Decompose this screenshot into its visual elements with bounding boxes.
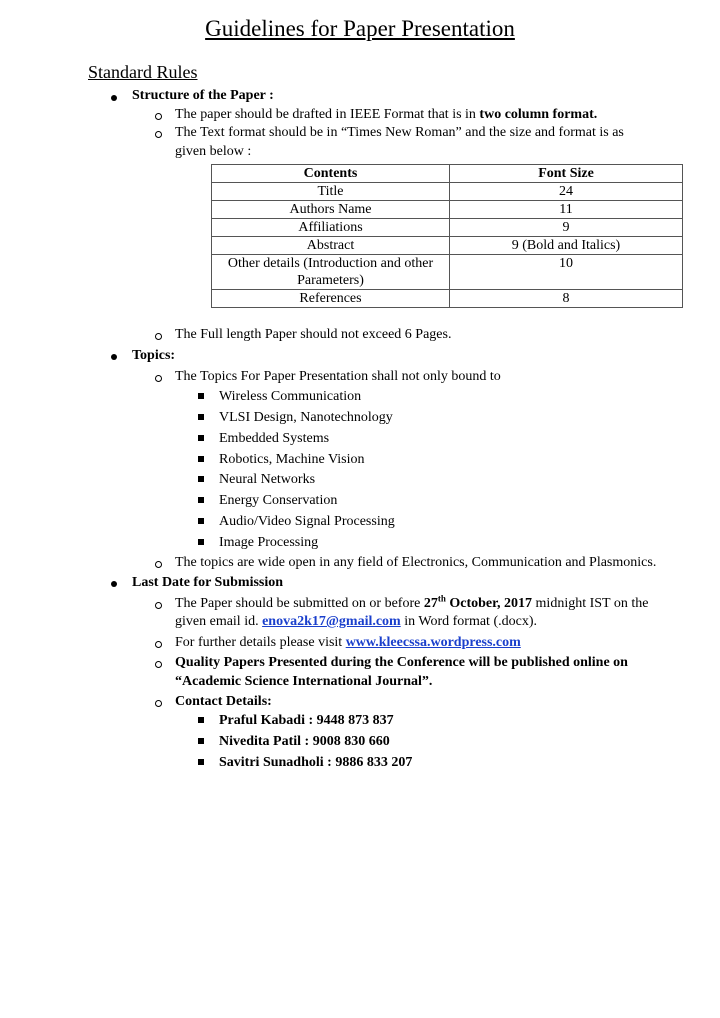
structure-item-text-format-line2: given below : <box>175 144 252 159</box>
email-link[interactable]: enova2k17@gmail.com <box>262 614 401 629</box>
deadline-month-year: October, 2017 <box>445 596 533 611</box>
bullet-circle <box>155 131 162 138</box>
table-row <box>212 201 683 219</box>
contact-item: Nivedita Patil : 9008 830 660 <box>219 734 390 749</box>
bullet-circle <box>155 561 162 568</box>
ieee-text: The paper should be drafted in IEEE Format that is in <box>175 107 480 122</box>
font-size-table <box>211 164 683 308</box>
topic-item: VLSI Design, Nanotechnology <box>219 410 393 425</box>
table-header-font-size: Font Size <box>450 165 683 183</box>
structure-item-page-limit: The Full length Paper should not exceed 6 Pages. <box>175 327 452 342</box>
table-cell: Title <box>212 183 450 201</box>
deadline-time: midnight IST on the <box>532 596 649 611</box>
bullet-square <box>198 759 204 765</box>
table-header-contents: Contents <box>212 165 450 183</box>
table-cell: 9 <box>450 219 683 237</box>
bullet-circle <box>155 641 162 648</box>
bullet-circle <box>155 700 162 707</box>
table-cell: 11 <box>450 201 683 219</box>
bullet-dot <box>111 95 117 101</box>
table-cell: 10 <box>450 255 683 290</box>
further-details-text: For further details please visit <box>175 635 346 650</box>
contact-item: Savitri Sunadholi : 9886 833 207 <box>219 755 413 770</box>
table-cell: 9 (Bold and Italics) <box>450 237 683 255</box>
bullet-square <box>198 738 204 744</box>
deadline-day-suffix: th <box>437 593 446 604</box>
bullet-square <box>198 393 204 399</box>
table-row <box>212 219 683 237</box>
structure-item-text-format-line1: The Text format should be in “Times New Roman” and the size and format is as <box>175 125 624 140</box>
bullet-dot <box>111 581 117 587</box>
bullet-square <box>198 414 204 420</box>
topics-intro: The Topics For Paper Presentation shall not only bound to <box>175 369 501 384</box>
ieee-bold-text: two column format. <box>479 107 598 122</box>
bullet-circle <box>155 661 162 668</box>
bullet-square <box>198 497 204 503</box>
table-cell: 8 <box>450 290 683 308</box>
deadline-day: 27 <box>423 596 438 611</box>
website-link[interactable]: www.kleecssa.wordpress.com <box>345 635 521 650</box>
submission-deadline-line2 <box>175 613 537 631</box>
email-prefix-text: given email id. <box>175 614 263 629</box>
bullet-circle <box>155 113 162 120</box>
bullet-square <box>198 476 204 482</box>
structure-item-ieee <box>175 106 597 124</box>
table-cell: Authors Name <box>212 201 450 219</box>
table-cell: Other details (Introduction and other Parameters) <box>212 255 450 290</box>
bullet-square <box>198 539 204 545</box>
deadline-text: The Paper should be submitted on or before <box>175 596 424 611</box>
structure-heading: Structure of the Paper : <box>132 88 274 103</box>
submission-deadline-line1 <box>175 595 648 613</box>
page-title: Guidelines for Paper Presentation <box>205 16 515 41</box>
table-cell: 24 <box>450 183 683 201</box>
bullet-square <box>198 518 204 524</box>
quality-papers-line1: Quality Papers Presented during the Conference will be published online on <box>175 655 628 670</box>
bullet-circle <box>155 333 162 340</box>
quality-papers-line2: “Academic Science International Journal”. <box>175 674 433 689</box>
bullet-circle <box>155 375 162 382</box>
table-row <box>212 183 683 201</box>
topic-item: Image Processing <box>219 535 319 550</box>
table-header-row <box>212 165 683 183</box>
email-suffix-text: in Word format (.docx). <box>400 614 537 629</box>
topic-item: Wireless Communication <box>219 389 362 404</box>
table-cell: References <box>212 290 450 308</box>
topics-heading: Topics: <box>132 348 176 363</box>
deadline-date <box>423 593 533 611</box>
bullet-circle <box>155 602 162 609</box>
table-row <box>212 237 683 255</box>
section-heading: Standard Rules <box>88 62 198 82</box>
bullet-square <box>198 717 204 723</box>
contact-item: Praful Kabadi : 9448 873 837 <box>219 713 394 728</box>
topic-item: Robotics, Machine Vision <box>219 452 365 467</box>
topic-item: Energy Conservation <box>219 493 338 508</box>
topic-item: Embedded Systems <box>219 431 330 446</box>
bullet-square <box>198 456 204 462</box>
bullet-dot <box>111 354 117 360</box>
contact-heading: Contact Details: <box>175 694 272 709</box>
topic-item: Neural Networks <box>219 472 316 487</box>
table-cell: Abstract <box>212 237 450 255</box>
table-cell: Affiliations <box>212 219 450 237</box>
further-details <box>175 634 521 652</box>
table-row <box>212 255 683 290</box>
topics-closing: The topics are wide open in any field of Electronics, Communication and Plasmonics. <box>175 555 657 570</box>
table-row <box>212 290 683 308</box>
topic-item: Audio/Video Signal Processing <box>219 514 395 529</box>
bullet-square <box>198 435 204 441</box>
submission-heading: Last Date for Submission <box>132 575 284 590</box>
